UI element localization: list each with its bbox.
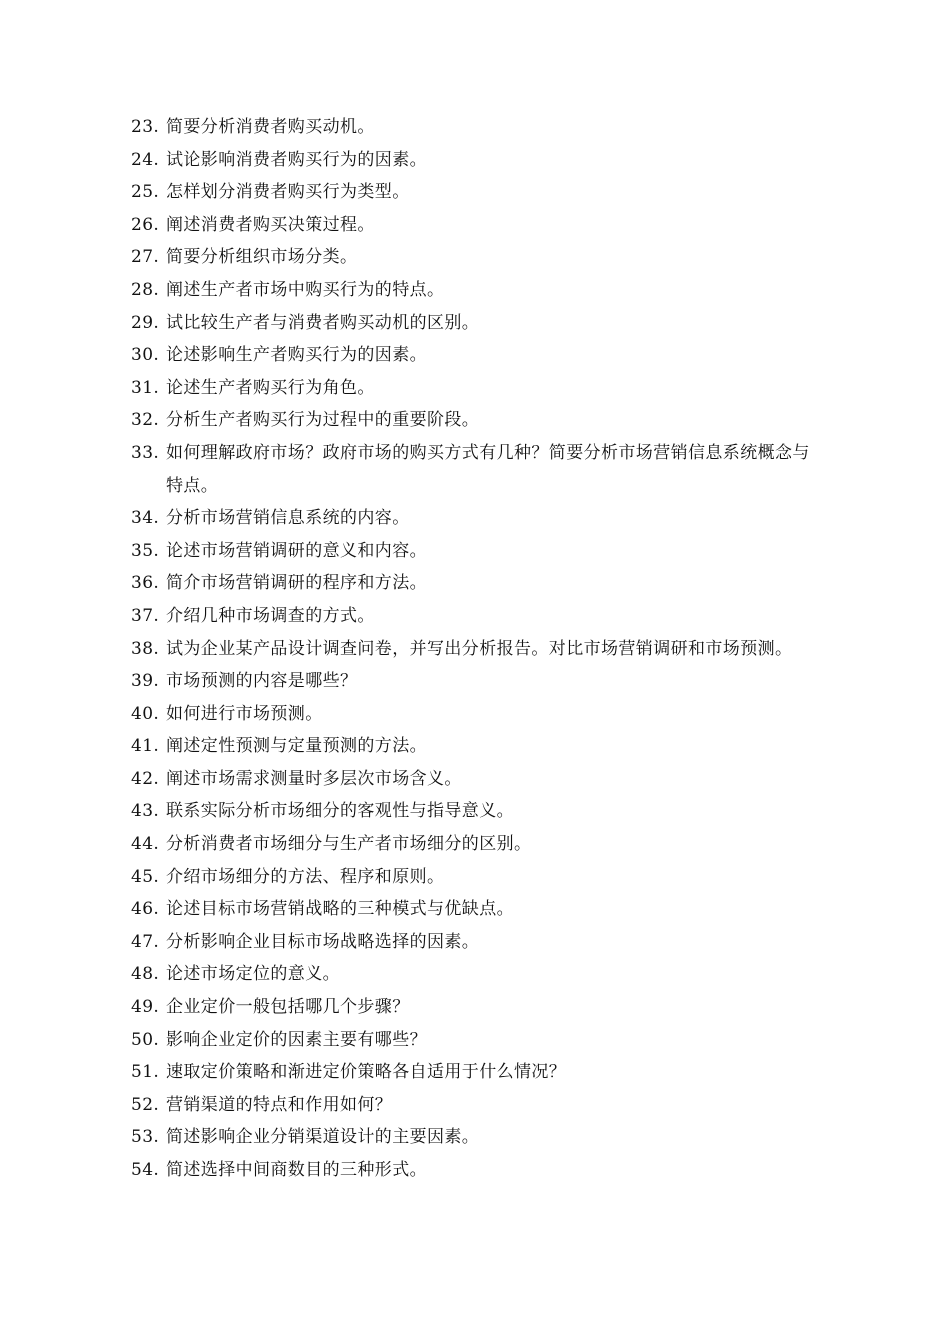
question-number: 37. — [131, 605, 160, 626]
question-number: 51. — [131, 1062, 160, 1083]
question-text: 简介市场营销调研的程序和方法。 — [166, 573, 427, 594]
question-number: 43. — [131, 801, 160, 822]
question-number: 35. — [131, 540, 160, 561]
question-item — [131, 1089, 821, 1122]
question-text: 论述影响生产者购买行为的因素。 — [166, 345, 427, 366]
question-item — [131, 795, 821, 828]
question-number: 42. — [131, 768, 160, 789]
question-number: 24. — [131, 149, 160, 170]
question-text: 试论影响消费者购买行为的因素。 — [166, 149, 427, 170]
question-number: 39. — [131, 671, 160, 692]
question-text: 市场预测的内容是哪些？ — [166, 671, 358, 692]
question-text: 分析消费者市场细分与生产者市场细分的区别。 — [166, 834, 532, 855]
question-text: 如何理解政府市场？政府市场的购买方式有几种？简要分析市场营销信息系统概念与特点。 — [166, 442, 810, 496]
question-text: 企业定价一般包括哪几个步骤？ — [166, 997, 410, 1018]
question-text: 简述选择中间商数目的三种形式。 — [166, 1160, 427, 1180]
question-item — [131, 437, 821, 502]
question-number: 29. — [131, 312, 160, 333]
question-item — [131, 209, 821, 242]
question-number: 48. — [131, 964, 160, 985]
question-text: 论述生产者购买行为角色。 — [166, 377, 375, 398]
question-item — [131, 144, 821, 177]
question-number: 40. — [131, 703, 160, 724]
question-number: 31. — [131, 377, 160, 398]
question-item — [131, 665, 821, 698]
question-item — [131, 991, 821, 1024]
question-number: 34. — [131, 508, 160, 529]
question-text: 阐述定性预测与定量预测的方法。 — [166, 736, 427, 757]
question-item — [131, 1056, 821, 1089]
question-text: 介绍市场细分的方法、程序和原则。 — [166, 866, 445, 887]
question-item — [131, 111, 821, 144]
question-number: 30. — [131, 345, 160, 366]
question-item — [131, 372, 821, 405]
question-item — [131, 698, 821, 731]
question-number: 46. — [131, 899, 160, 920]
question-text: 阐述生产者市场中购买行为的特点。 — [166, 279, 445, 300]
question-text: 如何进行市场预测。 — [166, 703, 323, 724]
question-number: 36. — [131, 573, 160, 594]
question-item — [131, 763, 821, 796]
question-item — [131, 502, 821, 535]
question-text: 怎样划分消费者购买行为类型。 — [166, 182, 410, 203]
question-number: 38. — [131, 638, 160, 659]
question-number: 28. — [131, 279, 160, 300]
question-number: 50. — [131, 1029, 160, 1050]
question-text: 影响企业定价的因素主要有哪些？ — [166, 1029, 427, 1050]
question-number: 54. — [131, 1160, 160, 1180]
question-text: 联系实际分析市场细分的客观性与指导意义。 — [166, 801, 514, 822]
question-list — [131, 111, 821, 1187]
question-number: 45. — [131, 866, 160, 887]
question-text: 论述目标市场营销战略的三种模式与优缺点。 — [166, 899, 514, 920]
question-number: 32. — [131, 410, 160, 431]
question-text: 阐述消费者购买决策过程。 — [166, 214, 375, 235]
question-item — [131, 176, 821, 209]
question-item — [131, 274, 821, 307]
question-item — [131, 958, 821, 991]
question-item — [131, 567, 821, 600]
question-text: 论述市场定位的意义。 — [166, 964, 340, 985]
question-text: 简要分析消费者购买动机。 — [166, 117, 375, 137]
question-item — [131, 926, 821, 959]
question-item — [131, 730, 821, 763]
question-item — [131, 600, 821, 633]
question-text: 分析市场营销信息系统的内容。 — [166, 508, 410, 529]
question-text: 营销渠道的特点和作用如何？ — [166, 1094, 393, 1115]
question-number: 25. — [131, 182, 160, 203]
question-number: 33. — [131, 442, 160, 463]
question-item — [131, 1121, 821, 1154]
question-item — [131, 339, 821, 372]
question-item — [131, 861, 821, 894]
question-text: 试比较生产者与消费者购买动机的区别。 — [166, 312, 480, 333]
question-number: 27. — [131, 247, 160, 268]
question-text: 介绍几种市场调查的方式。 — [166, 605, 375, 626]
question-number: 44. — [131, 834, 160, 855]
question-text: 试为企业某产品设计调查问卷，并写出分析报告。对比市场营销调研和市场预测。 — [166, 638, 793, 659]
question-text: 分析生产者购买行为过程中的重要阶段。 — [166, 410, 480, 431]
question-text: 阐述市场需求测量时多层次市场含义。 — [166, 768, 462, 789]
question-number: 47. — [131, 931, 160, 952]
question-number: 52. — [131, 1094, 160, 1115]
question-item — [131, 535, 821, 568]
question-text: 论述市场营销调研的意义和内容。 — [166, 540, 427, 561]
question-number: 41. — [131, 736, 160, 757]
question-text: 简述影响企业分销渠道设计的主要因素。 — [166, 1127, 480, 1148]
question-item — [131, 241, 821, 274]
question-number: 26. — [131, 214, 160, 235]
question-item — [131, 828, 821, 861]
question-text: 速取定价策略和渐进定价策略各自适用于什么情况？ — [166, 1062, 567, 1083]
question-number: 53. — [131, 1127, 160, 1148]
question-number: 49. — [131, 997, 160, 1018]
question-item — [131, 1024, 821, 1057]
question-item — [131, 404, 821, 437]
question-number: 23. — [131, 117, 160, 137]
question-item — [131, 1154, 821, 1187]
question-item — [131, 633, 821, 666]
question-text: 分析影响企业目标市场战略选择的因素。 — [166, 931, 480, 952]
question-text: 简要分析组织市场分类。 — [166, 247, 358, 268]
question-item — [131, 307, 821, 340]
question-item — [131, 893, 821, 926]
